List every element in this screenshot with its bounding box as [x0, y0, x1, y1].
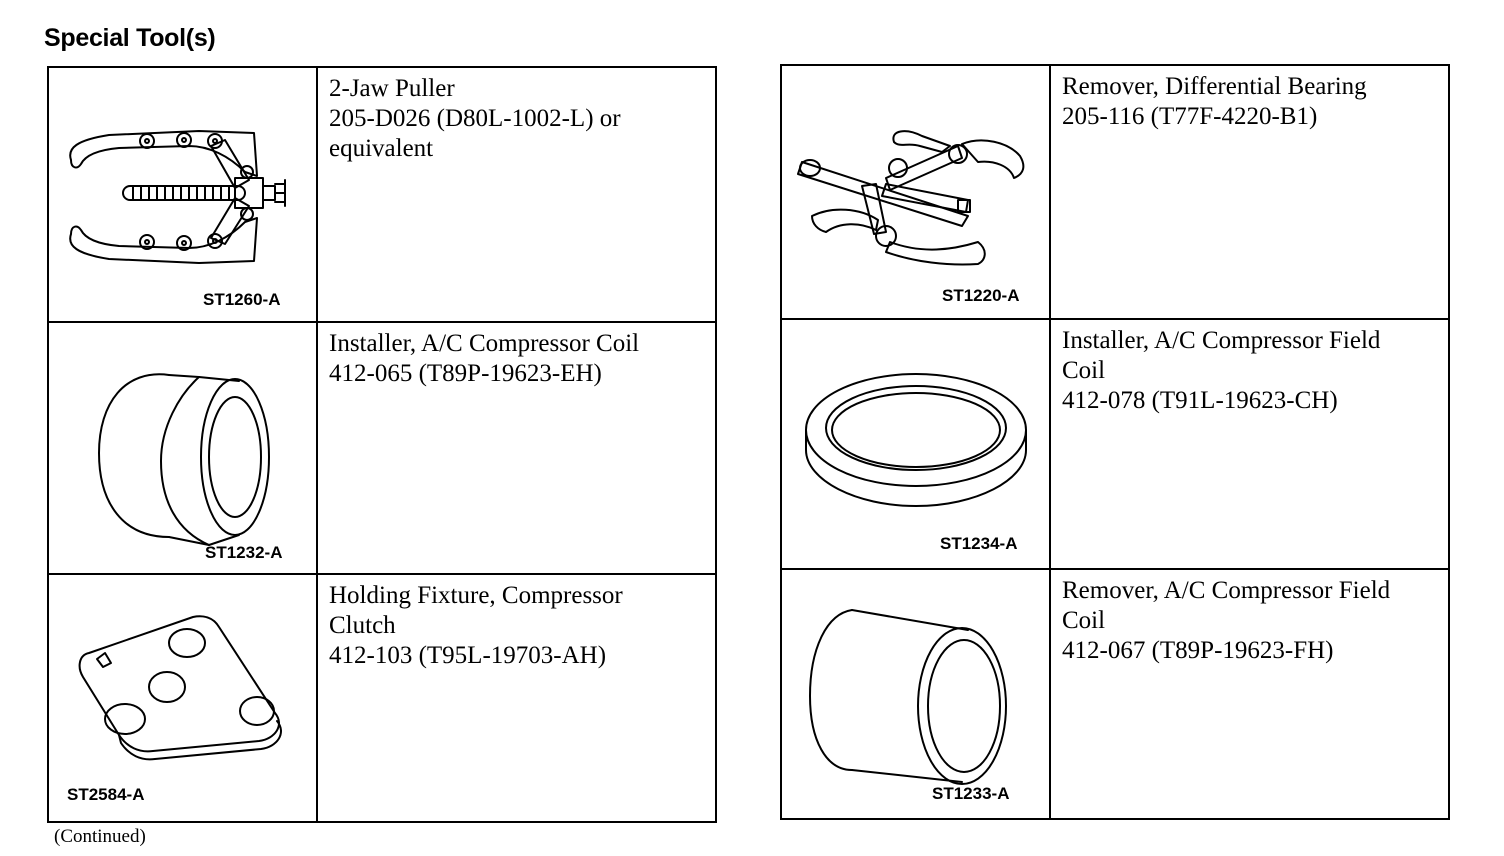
bearing-remover-icon — [782, 66, 1049, 316]
field-coil-installer-ring-icon — [782, 320, 1049, 566]
tool-illustration — [782, 320, 1051, 568]
compressor-coil-installer-icon — [49, 323, 316, 571]
description-line: Remover, Differential Bearing — [1062, 73, 1367, 100]
field-coil-remover-icon — [782, 570, 1049, 816]
tool-illustration — [49, 575, 318, 821]
tool-description — [1062, 326, 1440, 416]
description-line: 412-103 (T95L-19703-AH) — [329, 642, 607, 669]
two-jaw-puller-icon — [49, 68, 316, 319]
tool-description — [1062, 72, 1440, 132]
description-line: Coil — [1062, 357, 1106, 384]
description-line: Remover, A/C Compressor Field — [1062, 577, 1391, 604]
description-line: Installer, A/C Compressor Field — [1062, 327, 1381, 354]
continued-note: (Continued) — [54, 826, 146, 847]
tool-row — [782, 568, 1448, 818]
description-line: 205-116 (T77F-4220-B1) — [1062, 103, 1318, 130]
description-line: Installer, A/C Compressor Coil — [329, 330, 640, 357]
tool-illustration — [49, 323, 318, 573]
description-line: 412-065 (T89P-19623-EH) — [329, 360, 602, 387]
description-line: 412-067 (T89P-19623-FH) — [1062, 637, 1334, 664]
tool-row — [49, 68, 715, 321]
description-line: Holding Fixture, Compressor — [329, 582, 623, 609]
tool-description — [1062, 576, 1440, 666]
tool-row — [782, 318, 1448, 568]
description-line: 2-Jaw Puller — [329, 75, 455, 102]
description-line: Coil — [1062, 607, 1106, 634]
special-tools-table-left — [47, 66, 717, 823]
tool-row — [49, 321, 715, 573]
page-title: Special Tool(s) — [44, 24, 216, 52]
tool-description — [329, 74, 707, 164]
tool-code: ST1234-A — [940, 534, 1018, 553]
tool-code: ST2584-A — [67, 785, 145, 804]
tool-row — [49, 573, 715, 821]
description-line: Clutch — [329, 612, 396, 639]
tool-description — [329, 581, 707, 671]
description-line: 205-D026 (D80L-1002-L) or — [329, 105, 621, 132]
description-line: equivalent — [329, 135, 434, 162]
tool-code: ST1260-A — [203, 290, 281, 309]
tool-code: ST1232-A — [205, 543, 283, 562]
description-line: 412-078 (T91L-19623-CH) — [1062, 387, 1338, 414]
tool-illustration — [782, 570, 1051, 818]
special-tools-table-right — [780, 64, 1450, 820]
tool-code: ST1220-A — [942, 286, 1020, 305]
tool-description — [329, 329, 707, 389]
tool-code: ST1233-A — [932, 784, 1010, 803]
holding-fixture-icon — [49, 575, 316, 819]
tool-row — [782, 66, 1448, 318]
tool-illustration — [49, 68, 318, 321]
tool-illustration — [782, 66, 1051, 318]
